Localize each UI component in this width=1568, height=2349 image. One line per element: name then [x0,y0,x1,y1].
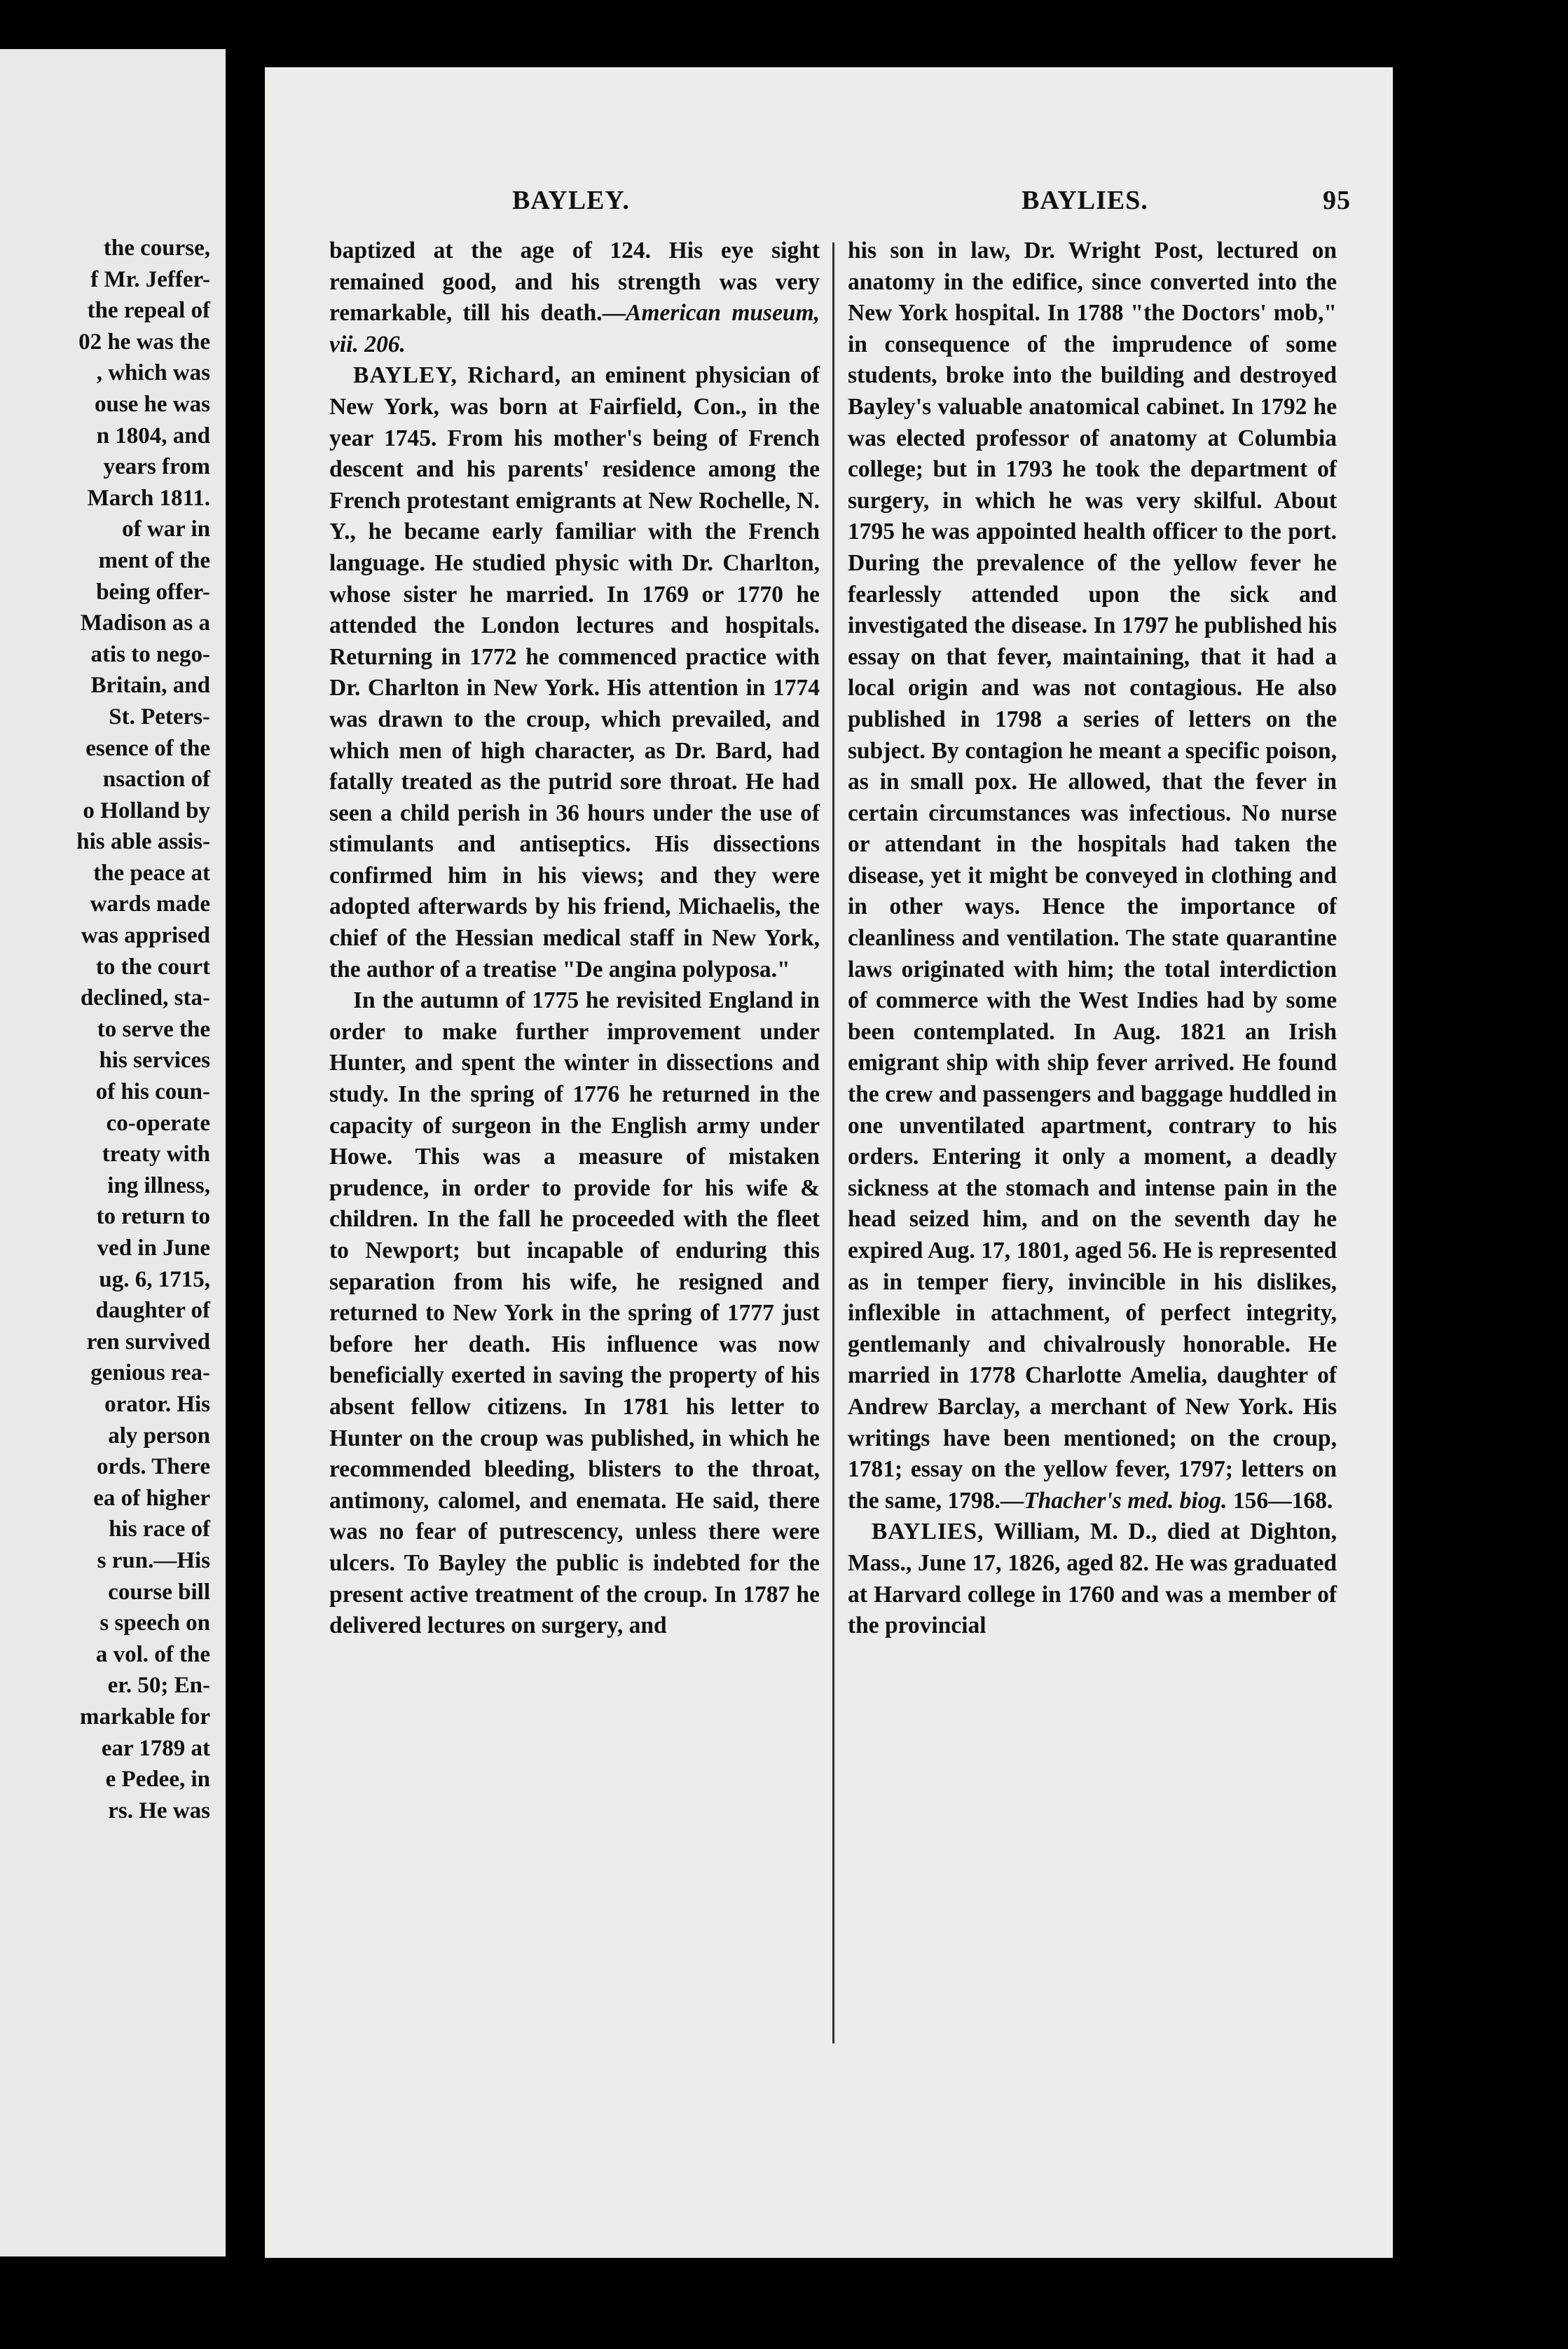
previous-page-line: e Pedee, in [105,1767,210,1793]
previous-page-line: his race of [109,1516,210,1542]
previous-page-line: Britain, and [90,673,210,699]
previous-page-line: ords. There [97,1454,210,1480]
previous-page-line: a vol. of the [95,1641,210,1667]
previous-page-line: genious rea- [90,1360,210,1386]
previous-page-line: s run.—His [97,1547,210,1573]
entry-text: died at Dighton, Mass., June 17, 1826, aged 82. He was graduated at Harvard college in 1760 and was a member of the provincial [848,1519,1337,1639]
column-divider [832,242,834,2043]
previous-page-line: the peace at [93,860,210,886]
entry-continuation [329,235,820,360]
left-column [329,235,820,1642]
previous-page-line: n 1804, and [96,423,210,448]
header-left-term: BAYLEY. [512,186,630,215]
previous-page-edge [0,49,226,2256]
previous-page-line: March 1811. [87,485,210,511]
previous-page-line: to return to [96,1204,210,1230]
previous-page-line: esence of the [85,735,210,761]
previous-page-line: ing illness, [107,1172,210,1198]
book-page [265,67,1393,2258]
entry-text: his son in law, Dr. Wright Post, lectured on anatomy in the edifice, since converted into the New York hospital. In 1788 "the Doctors' mob," in consequence of the imprudence of some students, broke into the building and destroyed Bayley's valuable anatomical cabinet. In 1792 he was elected professor of anatomy at Columbia college; but in 1793 he took the department of surgery, in which he was very skilful. About 1795 he was appointed health officer to the port. During the prevalence of the yellow fever he fearlessly attended upon the sick and investigated the disease. In 1797 he published his essay on that fever, maintaining, that it had a local origin and was not contagious. He also published in 1798 a series of letters on the subject. By contagion he meant a specific poison, as in small pox. He allowed, that the fever in certain circumstances was infectious. No nurse or attendant in the hospitals had taken the disease, yet it might be conveyed in clothing and in other ways. Hence the importance of cleanliness and ventilation. The state quarantine laws originated with him; the total interdiction of commerce with the West Indies had by some been contemplated. In Aug. 1821 an Irish emigrant ship with ship fever arrived. He found the crew and passengers and baggage huddled in one unventilated apartment, contrary to his orders. Entering it only a moment, a deadly sickness at the stomach and intense pain in the head seized him, and on the seventh day he expired Aug. 17, 1801, aged 56. He is represented as in temper fiery, invincible in his dislikes, inflexible in attachment, of perfect integrity, gentlemanly and chivalrously honorable. He married in 1778 Charlotte Amelia, daughter of Andrew Barclay, a merchant of New York. His writings have been mentioned; on the croup, 1781; essay on the yellow fever, 1797; letters on the same, 1798.— [848,238,1337,1514]
entry-title: M. D., [1089,1519,1157,1545]
previous-page-line: the repeal of [87,298,210,324]
previous-page-text [0,233,210,1826]
previous-page-line: of his coun- [95,1079,210,1105]
previous-page-line: ear 1789 at [101,1735,210,1761]
citation-pages: 156—168. [1227,1487,1333,1514]
previous-page-line: ren survived [86,1329,210,1355]
previous-page-line: to serve the [97,1016,210,1042]
previous-page-line: orator. His [104,1391,210,1417]
entry-text: an eminent physician of New York, was born at Fairfield, Con., in the year 1745. From his mother's being of French descent and his parents' residence among the French protestant emigrants at New Rochelle, N. Y., he became early familiar with the French language. He studied physic with Dr. Charlton, whose sister he married. In 1769 or 1770 he attended the London lectures and hospitals. Returning in 1772 he commenced practice with Dr. Charlton in New York. His attention in 1774 was drawn to the croup, which prevailed, and which men of high character, as Dr. Bard, had fatally treated as the putrid sore throat. He had seen a child perish in 36 hours under the use of stimulants and antiseptics. His dissections confirmed him in his views; and they were adopted afterwards by his friend, Michaelis, the chief of the Hessian medical staff in New York, the author of a treatise "De angina polyposa." [329,362,820,982]
entry-headword: BAYLIES, [872,1519,984,1545]
previous-page-line: nsaction of [102,767,210,793]
previous-page-line: aly person [108,1423,210,1449]
entry-paragraph: In the autumn of 1775 he revisited England in order to make further improvement under Hunter, and spent the winter in dissections and study. In the spring of 1776 he returned in the capacity of surgeon in the English army under Howe. This was a measure of mistaken prudence, in order to provide for his wife & children. In the fall he proceeded with the fleet to Newport; but incapable of enduring this separation from his wife, he resigned and returned to New York in the spring of 1777 just before her death. His influence was now beneficially exerted in saving the property of his absent fellow citizens. In 1781 his letter to Hunter on the croup was published, in which he recommended bleeding, blisters to the throat, antimony, calomel, and enemata. He said, there was no fear of putrescency, unless there were ulcers. To Bayley the public is indebted for the present active treatment of the croup. In 1787 he delivered lectures on surgery, and [329,987,820,1639]
page-number: 95 [1323,186,1351,215]
previous-page-line: , which was [96,360,210,386]
previous-page-line: s speech on [99,1610,210,1636]
previous-page-line: St. Peters- [109,704,210,730]
entry-continuation [848,235,1337,1516]
previous-page-line: o Holland by [83,797,210,823]
previous-page-line: markable for [79,1704,210,1730]
entry-baylies-william [848,1516,1337,1641]
right-column [848,235,1337,1642]
previous-page-line: to the court [95,954,210,980]
previous-page-line: Madison as a [80,610,210,636]
previous-page-line: daughter of [95,1298,210,1324]
previous-page-line: atis to nego- [90,641,210,667]
previous-page-line: ug. 6, 1715, [99,1266,210,1292]
entry-bayley-richard [329,360,820,985]
previous-page-line: ved in June [97,1235,210,1261]
entry-headword: BAYLEY, Richard, [353,362,562,389]
previous-page-line: his services [99,1048,210,1074]
previous-page-line: the course, [103,235,210,261]
previous-page-line: 02 he was the [78,329,210,355]
previous-page-line: ea of higher [93,1485,210,1511]
citation: American museum, vii. 206. [329,300,820,357]
previous-page-line: rs. He was [108,1797,210,1823]
previous-page-line: his able assis- [76,829,210,855]
previous-page-line: co-operate [106,1110,210,1136]
header-right-term: BAYLIES. [1022,186,1148,215]
entry-text: baptized at the age of 124. His eye sight remained good, and his strength was very remarkable, till his death.— [329,238,820,327]
previous-page-line: er. 50; En- [107,1673,210,1699]
previous-page-line: treaty with [102,1142,210,1167]
previous-page-line: of war in [122,516,210,542]
previous-page-line: wards made [90,891,210,917]
previous-page-line: course bill [108,1579,210,1605]
previous-page-line: years from [103,454,210,480]
previous-page-line: declined, sta- [80,985,210,1011]
previous-page-line: ment of the [98,547,210,573]
previous-page-line: ouse he was [94,391,210,417]
entry-name: William, [984,1519,1090,1545]
citation: Thacher's med. biog. [1024,1487,1227,1514]
running-header [265,185,1393,227]
previous-page-line: was apprised [81,923,210,949]
previous-page-line: being offer- [96,579,210,605]
previous-page-line: f Mr. Jeffer- [90,266,210,292]
